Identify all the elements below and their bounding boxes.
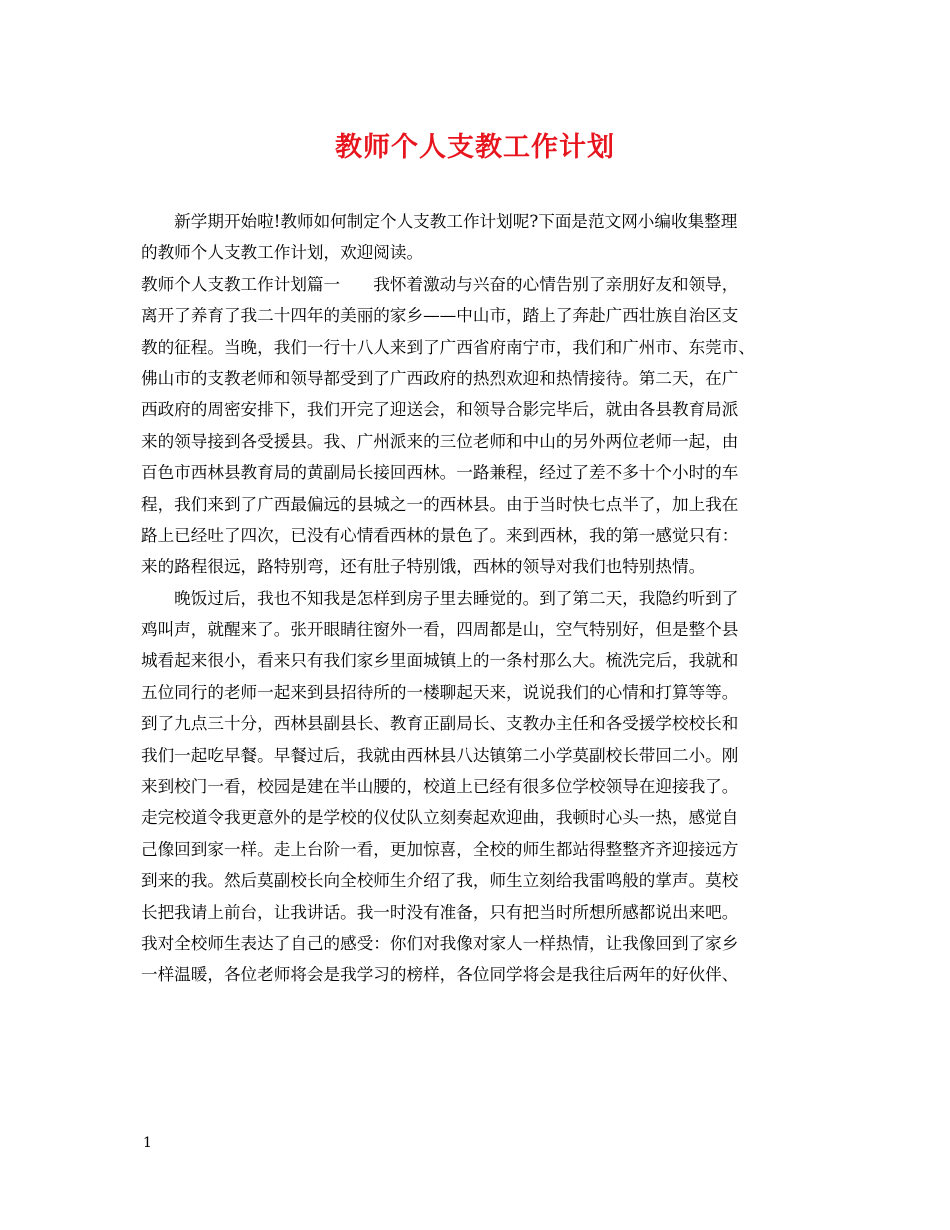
text-line: 晚饭过后，我也不知我是怎样到房子里去睡觉的。到了第二天，我隐约听到了 xyxy=(141,588,739,608)
text-line: 到了九点三十分，西林县副县长、教育正副局长、支教办主任和各受援学校校长和 xyxy=(141,714,739,734)
text-line: 路上已经吐了四次，已没有心情看西林的景色了。来到西林，我的第一感觉只有： xyxy=(141,525,739,545)
text-line: 鸡叫声，就醒来了。张开眼睛往窗外一看，四周都是山，空气特别好，但是整个县 xyxy=(141,620,739,640)
text-line: 来到校门一看，校园是建在半山腰的，校道上已经有很多位学校领导在迎接我了。 xyxy=(141,777,739,797)
text-line: 新学期开始啦!教师如何制定个人支教工作计划呢?下面是范文网小编收集整理 xyxy=(141,212,738,231)
text-line: 来的领导接到各受援县。我、广州派来的三位老师和中山的另外两位老师一起，由 xyxy=(141,431,739,451)
text-line: 程，我们来到了广西最偏远的县城之一的西林县。由于当时快七点半了，加上我在 xyxy=(141,494,739,514)
text-line: 教师个人支教工作计划篇一 我怀着激动与兴奋的心情告别了亲朋好友和领导， xyxy=(141,274,739,294)
page-number: 1 xyxy=(143,1135,152,1151)
body-text xyxy=(141,206,813,991)
text-line: 五位同行的老师一起来到县招待所的一楼聊起天来，说说我们的心情和打算等等。 xyxy=(141,682,739,702)
text-line: 到来的我。然后莫副校长向全校师生介绍了我，师生立刻给我雷鸣般的掌声。莫校 xyxy=(141,871,739,891)
text-line: 走完校道令我更意外的是学校的仪仗队立刻奏起欢迎曲，我顿时心头一热，感觉自 xyxy=(141,808,739,828)
text-line: 我们一起吃早餐。早餐过后，我就由西林县八达镇第二小学莫副校长带回二小。刚 xyxy=(141,745,739,765)
text-line: 西政府的周密安排下，我们开完了迎送会，和领导合影完毕后，就由各县教育局派 xyxy=(141,400,739,420)
text-line: 我对全校师生表达了自己的感受：你们对我像对家人一样热情，让我像回到了家乡 xyxy=(141,933,739,953)
text-line: 一样温暖，各位老师将会是我学习的榜样，各位同学将会是我往后两年的好伙伴、 xyxy=(141,965,739,985)
text-line: 百色市西林县教育局的黄副局长接回西林。一路兼程，经过了差不多十个小时的车 xyxy=(141,463,739,483)
text-line: 佛山市的支教老师和领导都受到了广西政府的热烈欢迎和热情接待。第二天，在广 xyxy=(141,368,739,388)
text-line: 教的征程。当晚，我们一行十八人来到了广西省府南宁市，我们和广州市、东莞市、 xyxy=(141,337,755,357)
text-line: 离开了养育了我二十四年的美丽的家乡——中山市，踏上了奔赴广西壮族自治区支 xyxy=(141,306,739,326)
text-line: 己像回到家一样。走上台阶一看，更加惊喜，全校的师生都站得整整齐齐迎接远方 xyxy=(141,839,739,859)
text-line: 城看起来很小，看来只有我们家乡里面城镇上的一条村那么大。梳洗完后，我就和 xyxy=(141,651,739,671)
text-line: 来的路程很远，路特别弯，还有肚子特别饿，西林的领导对我们也特别热情。 xyxy=(141,557,706,577)
text-line: 长把我请上前台，让我讲话。我一时没有准备，只有把当时所想所感都说出来吧。 xyxy=(141,902,739,922)
page-title: 教师个人支教工作计划 xyxy=(335,132,615,163)
text-line: 的教师个人支教工作计划，欢迎阅读。 xyxy=(141,243,424,263)
